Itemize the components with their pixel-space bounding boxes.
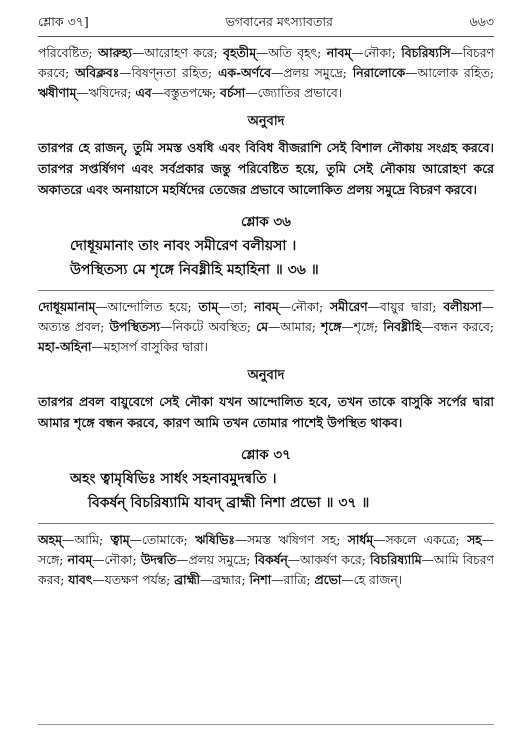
synonym-meaning: —আমি বিচরণ করব;: [38, 553, 494, 587]
synonym-entry: [255, 553, 366, 567]
synonym-word: নাবম্: [326, 45, 352, 60]
synonym-meaning: —আলোক রহিত;: [405, 66, 494, 80]
translation-36: তারপর প্রবল বায়ুবেগে সেই নৌকা যখন আন্দোলিত হবে, তখন তাকে বাসুকি সর্পের দ্বারা আমার শৃঙ্গে বন্ধন করবে, কারণ আমি তখন তোমার পাশেই উপস্থিত থাকব।: [38, 394, 494, 430]
page-number: ৬৬৩: [469, 14, 494, 29]
synonym-entry: [98, 46, 218, 60]
synonym-meaning: পরিবেষ্টিত;: [38, 46, 93, 60]
synonym-meaning: —হে রাজন্।: [341, 573, 403, 587]
synonym-meaning: —প্রলয় সমুদ্রে;: [176, 553, 251, 567]
verse-37-line-2: বিকর্ষন্ বিচরিষ্যামি যাবদ্ ব্রাহ্মী নিশা প্রভো ॥ ৩৭ ॥: [88, 495, 370, 511]
synonym-word: যাবৎ: [68, 572, 93, 587]
synonym-word: ঋষীণাম্: [38, 85, 77, 100]
synonym-entry: [38, 86, 131, 100]
synonym-entry: [38, 340, 208, 354]
synonym-word: ব্রাহ্মী: [174, 572, 201, 587]
synonym-entry: [110, 533, 187, 547]
synonym-entry: [256, 320, 316, 334]
synonym-entry: [314, 573, 402, 587]
synonym-meaning: —বস্তুতপক্ষে;: [151, 86, 217, 100]
synonym-meaning: —বায়ুর দ্বারা;: [367, 300, 437, 314]
synonym-meaning: —বন্ধন করবে;: [421, 320, 494, 334]
synonym-entry: [199, 300, 248, 314]
synonym-word: নিশা: [249, 572, 272, 587]
synonym-entry: [383, 320, 494, 334]
synonym-word: বলীয়সা: [443, 299, 482, 314]
synonym-entry: [141, 553, 251, 567]
synonyms-37: [38, 530, 494, 590]
synonym-meaning: —আরোহণ করে;: [131, 46, 218, 60]
synonym-word: মে: [256, 319, 268, 334]
synonym-meaning: —তোমাকে;: [129, 533, 188, 547]
synonym-meaning: —ব্রহ্মার;: [200, 573, 246, 587]
synonym-entry: [135, 86, 216, 100]
synonym-meaning: —অত্যন্ত প্রবল;: [38, 300, 494, 334]
verse-36-line-1: দোধূয়মানাং তাং নাবং সমীরেণ বলীয়সা ।: [70, 238, 297, 254]
synonym-entry: [220, 86, 342, 100]
synonym-meaning: —সঙ্গে;: [38, 533, 494, 567]
synonym-word: বিকর্ষন্: [254, 552, 288, 567]
synonym-meaning: —যতক্ষণ পর্যন্ত;: [92, 573, 171, 587]
divider: [38, 523, 494, 524]
synonyms-36: [38, 297, 494, 357]
header-chapter-title: ভগবানের মৎস্যাবতার: [225, 14, 333, 29]
translation-heading: অনুবাদ: [247, 368, 285, 383]
synonym-entry: [68, 553, 137, 567]
synonym-meaning: —রাত্রি;: [271, 573, 311, 587]
bottom-rule: [38, 724, 494, 725]
synonym-word: শৃঙ্গে: [321, 319, 342, 334]
synonym-word: এক-অর্ণবে: [218, 65, 271, 80]
synonym-entry: [218, 66, 347, 80]
synonym-entry: [75, 66, 212, 80]
synonym-word: ত্বাম্: [110, 532, 130, 547]
synonym-meaning: —আন্দোলিত হয়ে;: [95, 300, 192, 314]
header-verse-ref: শ্লোক ৩৭]: [38, 14, 89, 29]
synonym-meaning: —নৌকা;: [92, 553, 137, 567]
synonym-entry: [38, 46, 93, 60]
synonym-meaning: —আমার;: [267, 320, 316, 334]
page: [38, 14, 494, 590]
synonyms-continued: [38, 43, 494, 103]
synonym-meaning: —সমস্ত ঋষিগণ সহ;: [234, 533, 341, 547]
synonym-word: নিরালোকে: [352, 65, 406, 80]
synonym-meaning: —নৌকা;: [351, 46, 396, 60]
synonym-word: সার্ধম্: [347, 532, 374, 547]
synonym-meaning: —বিষণ্নতা রহিত;: [119, 66, 213, 80]
synonym-entry: [38, 300, 192, 314]
synonym-meaning: —শৃঙ্গে;: [341, 320, 379, 334]
synonym-word: উপস্থিতস্য: [109, 319, 160, 334]
verse-36-line-2: উপস্থিতস্য মে শৃঙ্গে নিবধ্নীহি মহাহিনা ॥ ৩৬ ॥: [70, 262, 319, 278]
synonym-word: ঋষিভিঃ: [195, 532, 235, 547]
synonym-meaning: —তা;: [218, 300, 248, 314]
synonym-word: অহম্: [38, 532, 62, 547]
synonym-word: বৃহতীম্: [223, 45, 257, 60]
running-header: [38, 14, 494, 37]
synonym-entry: [348, 533, 460, 547]
synonym-word: সমীরেণ: [329, 299, 368, 314]
divider: [38, 290, 494, 291]
verse-36-title: শ্লোক ৩৬: [241, 214, 291, 230]
synonym-meaning: —মহাসর্প বাসুকির দ্বারা।: [91, 340, 208, 354]
synonym-entry: [38, 533, 103, 547]
verse-37-line-1: অহং ত্বামৃষিভিঃ সার্ধং সহনাবমুদন্বতি ।: [70, 471, 277, 487]
synonym-word: মহা-অহিনা: [38, 339, 92, 354]
synonym-entry: [327, 46, 396, 60]
synonym-meaning: —আমি;: [61, 533, 104, 547]
synonym-entry: [195, 533, 340, 547]
synonym-entry: [321, 320, 378, 334]
synonym-word: বিচরিষ্যসি: [401, 45, 451, 60]
synonym-entry: [254, 300, 323, 314]
verse-37-title: শ্লোক ৩৭: [241, 447, 291, 463]
synonym-entry: [174, 573, 245, 587]
synonym-entry: [109, 320, 251, 334]
translation-35: তারপর হে রাজন্, তুমি সমস্ত ওষধি এবং বিবিধ বীজরাশি সেই বিশাল নৌকায় সংগ্রহ করবে। তারপর সপ্তর্ষিগণ এবং সর্বপ্রকার জন্তু পরিবেষ্টিত হয়ে, তুমি সেই নৌকায় আরোহণ করে অকাতরে এবং অনায়াসে মহর্ষিদের তেজের প্রভাবে আলোকিত প্রলয় সমুদ্রে বিচরণ করবে।: [38, 140, 494, 197]
synonym-entry: [250, 573, 311, 587]
synonym-meaning: —আকর্ষণ করে;: [287, 553, 366, 567]
synonym-entry: [330, 300, 436, 314]
synonym-word: প্রভো: [314, 572, 342, 587]
synonym-word: এব: [135, 85, 152, 100]
synonym-meaning: —নিকটে অবস্থিত;: [159, 320, 251, 334]
synonym-entry: [68, 573, 170, 587]
synonym-word: নাবম্: [254, 299, 279, 314]
synonym-word: তাম্: [198, 299, 219, 314]
synonym-meaning: —সকলে একত্রে;: [373, 533, 460, 547]
translation-heading: অনুবাদ: [247, 114, 285, 129]
synonym-word: অবিক্লবঃ: [75, 65, 120, 80]
synonym-meaning: —নৌকা;: [278, 300, 324, 314]
synonym-word: বিচরিষ্যামি: [370, 552, 422, 567]
synonym-word: নিবধ্নীহি: [383, 319, 422, 334]
synonym-meaning: —প্রলয় সমুদ্রে;: [270, 66, 347, 80]
synonym-entry: [353, 66, 494, 80]
synonym-word: বর্চসা: [220, 85, 246, 100]
synonym-entry: [223, 46, 321, 60]
synonym-word: আরুহ্য: [98, 45, 132, 60]
synonym-meaning: —বিচরণ করবে;: [38, 46, 494, 80]
synonym-word: নাবম্: [67, 552, 93, 567]
synonym-meaning: —ঋষিদের;: [76, 86, 132, 100]
synonym-word: দোধূয়মানাম্: [38, 299, 96, 314]
synonym-word: সহ: [467, 532, 482, 547]
synonym-meaning: —অতি বৃহৎ;: [256, 46, 322, 60]
synonym-word: উদন্বতি: [140, 552, 177, 567]
synonym-meaning: —জ্যোতির প্রভাবে।: [245, 86, 343, 100]
